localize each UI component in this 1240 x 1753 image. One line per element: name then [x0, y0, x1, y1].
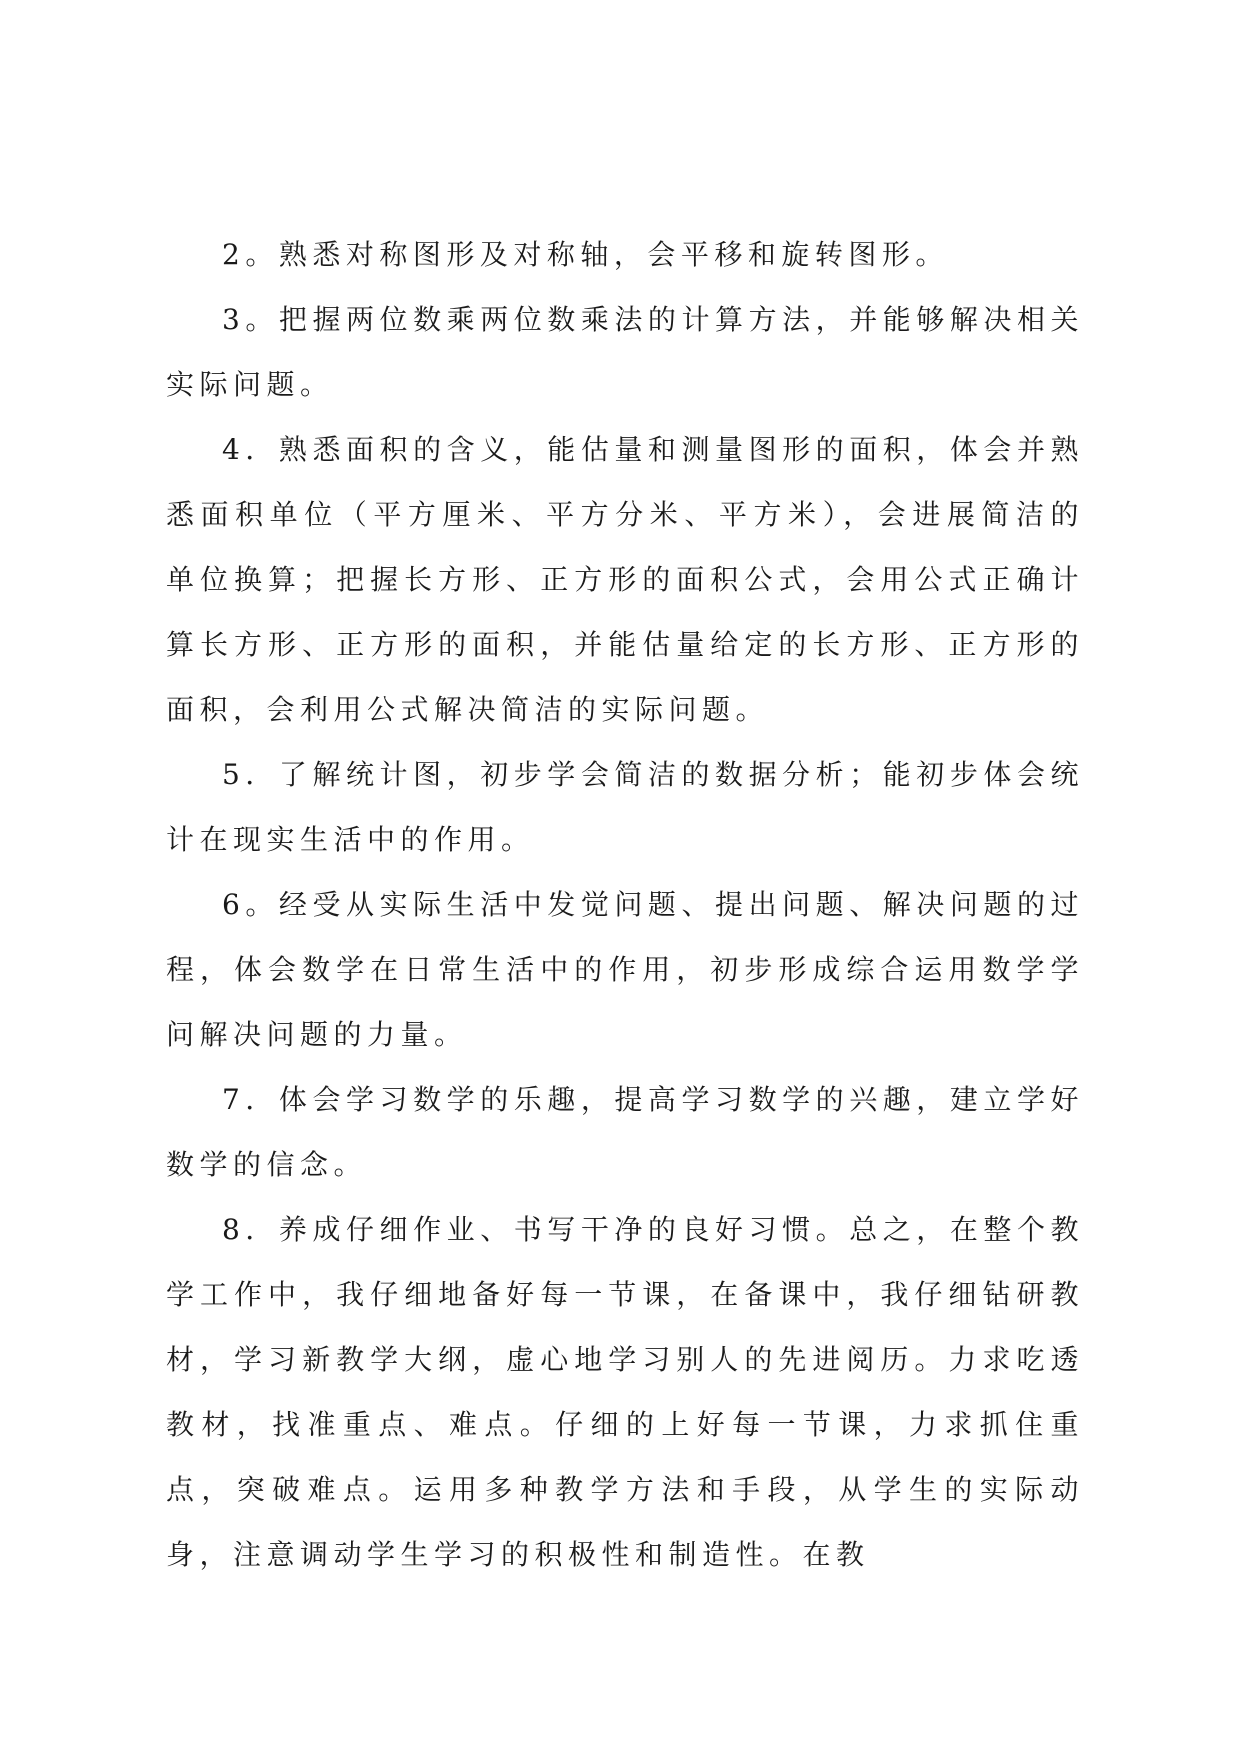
paragraph-item-4: 4．熟悉面积的含义，能估量和测量图形的面积，体会并熟悉面积单位（平方厘米、平方分米、平方米），会进展简洁的单位换算；把握长方形、正方形的面积公式，会用公式正确计算长方形、正方形的面积，并能估量给定的长方形、正方形的面积，会利用公式解决简洁的实际问题。	[166, 433, 1084, 726]
paragraph-item-3: 3。把握两位数乘两位数乘法的计算方法，并能够解决相关实际问题。	[166, 303, 1084, 401]
paragraph-item-6: 6。经受从实际生活中发觉问题、提出问题、解决问题的过程，体会数学在日常生活中的作用，初步形成综合运用数学学问解决问题的力量。	[166, 888, 1084, 1051]
paragraph-item-7: 7．体会学习数学的乐趣，提高学习数学的兴趣，建立学好数学的信念。	[166, 1083, 1084, 1181]
paragraph-item-5: 5．了解统计图，初步学会简洁的数据分析；能初步体会统计在现实生活中的作用。	[166, 758, 1084, 856]
paragraph-item-2: 2。熟悉对称图形及对称轴，会平移和旋转图形。	[222, 238, 949, 271]
document-body	[166, 222, 1084, 1587]
paragraph-item-8: 8．养成仔细作业、书写干净的良好习惯。总之，在整个教学工作中，我仔细地备好每一节课，在备课中，我仔细钻研教材，学习新教学大纲，虚心地学习别人的先进阅历。力求吃透教材，找准重点、难点。仔细的上好每一节课，力求抓住重点，突破难点。运用多种教学方法和手段，从学生的实际动身，注意调动学生学习的积极性和制造性。在教	[166, 1213, 1084, 1571]
